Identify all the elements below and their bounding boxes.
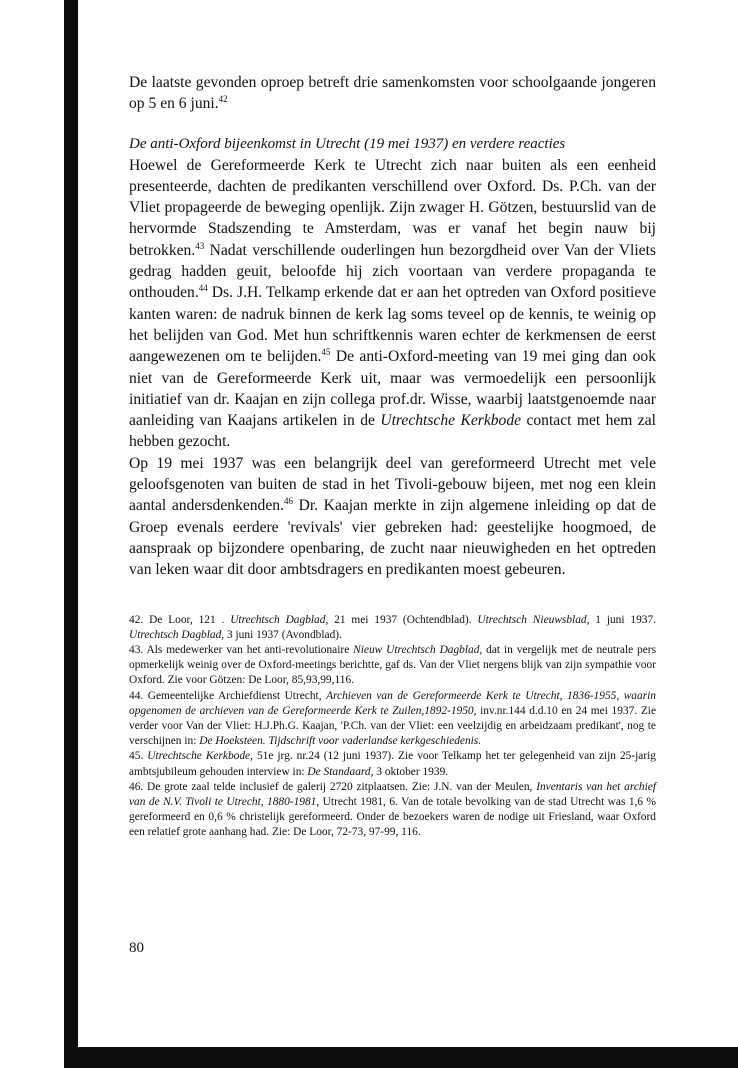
page-body [129,72,656,841]
footnote-42: 42. De Loor, 121 . Utrechtsch Dagblad, 21 mei 1937 (Ochtendblad). Utrechtsch Nieuwsblad, 1 juni 1937. Utrechtsch Dagblad, 3 juni 1937 (Avondblad). [129,613,657,641]
footnote-ref-44[interactable]: 44 [198,283,208,294]
footnotes [129,613,656,841]
footnote-ref-43[interactable]: 43 [195,240,205,251]
body-paragraph-2: Op 19 mei 1937 was een belangrijk deel van gereformeerd Utrecht met vele geloofsgenoten van buiten de stad in het Tivoli-gebouw bijeen, met nog een klein aantal andersdenkenden.$^{46}$ Dr. Kaajan merkte in zijn algemene inleiding op dat de Groep evenals eerdere 'revivals' vier gebreken had: geestelijke hoogmoed, de aanspraak op bijzondere openbaring, de zucht naar nieuwigheden en het optreden van leken waar dit door ambtsdragers en predikanten moest gebeuren. [129,454,657,579]
footnote-46: 46. De grote zaal telde inclusief de galerij 2720 zitplaatsen. Zie: J.N. van der Meulen, Inventaris van het archief van de N.V. Tivoli te Utrecht, 1880-1981, Utrecht 1981, 6. Van de totale bevolking van de stad Utrecht was 1,6 % gereformeerd en 0,6 % christelijk gereformeerd. Onder de bezoekers waren de nodige uit Friesland, waar Oxford een relatief grote aanhang had. Zie: De Loor, 72-73, 97-99, 116. [129,780,656,839]
body-paragraph-1: Hoewel de Gereformeerde Kerk te Utrecht zich naar buiten als een eenheid presenteerde, dachten de predikanten verschillend over Oxford. Ds. P.Ch. van der Vliet propageerde de beweging openlijk. Zijn zwager H. Götzen, bestuurslid van de hervormde Stadszending te Amsterdam, was er vanaf het begin nauw bij betrokken.$^{43}$ Nadat verschillende ouderlingen hun bezorgdheid over Van der Vliets gedrag hadden geuit, beloofde hij zich voortaan van verdere propaganda te onthouden.$^{44}$ Ds. J.H. Telkamp erkende dat er aan het optreden van Oxford positieve kanten waren: de nadruk binnen de kerk lag soms teveel op de kennis, te weinig op het belijden van God. Met hun schriftkennis waren echter de kerkmensen de eerst aangewezenen om te belijden.$^{45}$ De anti-Oxford-meeting van 19 mei ging dan ook niet van de Gereformeerde Kerk uit, maar was vermoedelijk een persoonlijk initiatief van dr. Kaajan en zijn collega prof.dr. Wisse, waarbij laatstgenoemde naar aanleiding van Kaajans artikelen in de Utrechtsche Kerkbode contact met hem zal hebben gezocht. [129,156,656,451]
footnote-ref-46[interactable]: 46 [283,496,293,507]
footnote-ref-45[interactable]: 45 [321,347,331,358]
footnote-45: 45. Utrechtsche Kerkbode, 51e jrg. nr.24 (12 juni 1937). Zie voor Telkamp het ter gelegenheid van zijn 25-jarig ambtsjubileum gehouden interview in: De Standaard, 3 oktober 1939. [129,750,656,778]
footnote-44: 44. Gemeentelijke Archiefdienst Utrecht, Archieven van de Gereformeerde Kerk te Utrecht, 1836-1955, waarin opgenomen de archieven van de Gereformeerde Kerk te Zuilen,1892-1950, inv.nr.144 d.d.10 en 24 mei 1937. Zie verder voor Van der Vliet: H.J.Ph.G. Kaajan, 'P.Ch. van der Vliet: een veelzijdig en arbeidzaam predikant', nog te verschijnen in: De Hoeksteen. Tijdschrift voor vaderlandse kerkgeschiedenis. [129,689,656,748]
intro-paragraph: De laatste gevonden oproep betreft drie samenkomsten voor schoolgaande jongeren op 5 en 6 juni.$^{42}$ [129,74,656,113]
footnote-ref-42[interactable]: 42 [218,94,228,105]
footnote-43: 43. Als medewerker van het anti-revolutionaire Nieuw Utrechtsch Dagblad, dat in vergelijk met de neutrale pers opmerkelijk weinig over de Oxford-meetings berichtte, gaf ds. Van der Vliet nergens blijk van zijn sympathie voor Oxford. Zie voor Götzen: De Loor, 85,93,99,116. [129,643,657,687]
section-heading: De anti-Oxford bijeenkomst in Utrecht (19 mei 1937) en verdere reacties [129,135,566,152]
scan-border-left [64,0,78,1068]
scan-border-bottom [64,1047,738,1068]
page-number: 80 [129,940,144,956]
